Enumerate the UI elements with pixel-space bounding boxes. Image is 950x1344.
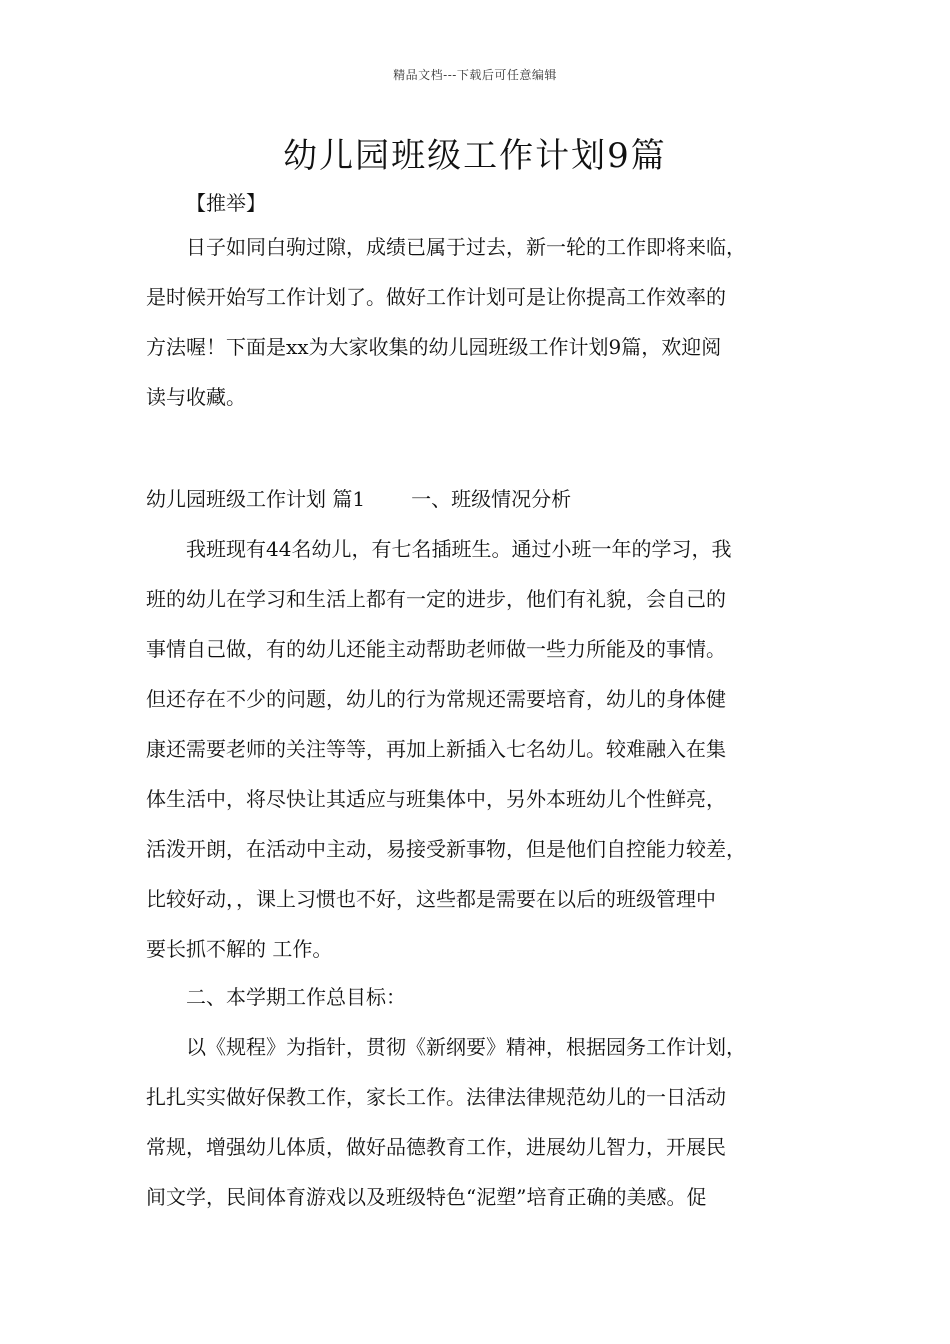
paragraph-line: 体生活中，将尽快让其适应与班集体中，另外本班幼儿个性鲜亮， — [146, 787, 726, 811]
paragraph-line: 常规，增强幼儿体质，做好品德教育工作，进展幼儿智力，开展民 — [146, 1135, 726, 1159]
intro-line: 方法喔！下面是xx为大家收集的幼儿园班级工作计划9篇，欢迎阅 — [146, 335, 722, 359]
intro-line: 读与收藏。 — [146, 385, 246, 409]
paragraph-line: 以《规程》为指针，贯彻《新纲要》精神，根据园务工作计划， — [186, 1035, 746, 1059]
section-title: 幼儿园班级工作计划 篇1 — [146, 487, 366, 511]
class-analysis-paragraph — [146, 524, 826, 974]
section-subheading: 一、班级情况分析 — [411, 487, 572, 511]
intro-paragraph — [146, 222, 826, 422]
paragraph-line: 事情自己做，有的幼儿还能主动帮助老师做一些力所能及的事情。 — [146, 637, 726, 661]
paragraph-line: 活泼开朗，在活动中主动，易接受新事物，但是他们自控能力较差， — [146, 837, 746, 861]
goal-paragraph — [146, 1022, 826, 1222]
paragraph-line: 要长抓不解的 工作。 — [146, 937, 333, 961]
goal-subheading: 二、本学期工作总目标： — [186, 985, 406, 1009]
intro-line: 是时候开始写工作计划了。做好工作计划可是让你提高工作效率的 — [146, 285, 726, 309]
intro-line: 日子如同白驹过隙，成绩已属于过去，新一轮的工作即将来临， — [186, 235, 746, 259]
header-note: 精品文档---下载后可任意编辑 — [393, 68, 557, 82]
recommend-tag: 【推举】 — [186, 191, 266, 215]
paragraph-line: 比较好动，，课上习惯也不好，这些都是需要在以后的班级管理中 — [146, 887, 716, 911]
paragraph-line: 但还存在不少的问题，幼儿的行为常规还需要培育，幼儿的身体健 — [146, 687, 726, 711]
paragraph-line: 班的幼儿在学习和生活上都有一定的进步，他们有礼貌，会自己的 — [146, 587, 726, 611]
paragraph-line: 康还需要老师的关注等等，再加上新插入七名幼儿。较难融入在集 — [146, 737, 726, 761]
paragraph-line: 我班现有44名幼儿，有七名插班生。通过小班一年的学习，我 — [186, 537, 732, 561]
paragraph-line: 扎扎实实做好保教工作，家长工作。法律法律规范幼儿的一日活动 — [146, 1085, 726, 1109]
document-title: 幼儿园班级工作计划9篇 — [283, 136, 667, 176]
section-heading — [146, 474, 826, 524]
paragraph-line: 间文学，民间体育游戏以及班级特色“泥塑”培育正确的美感。促 — [146, 1185, 707, 1209]
